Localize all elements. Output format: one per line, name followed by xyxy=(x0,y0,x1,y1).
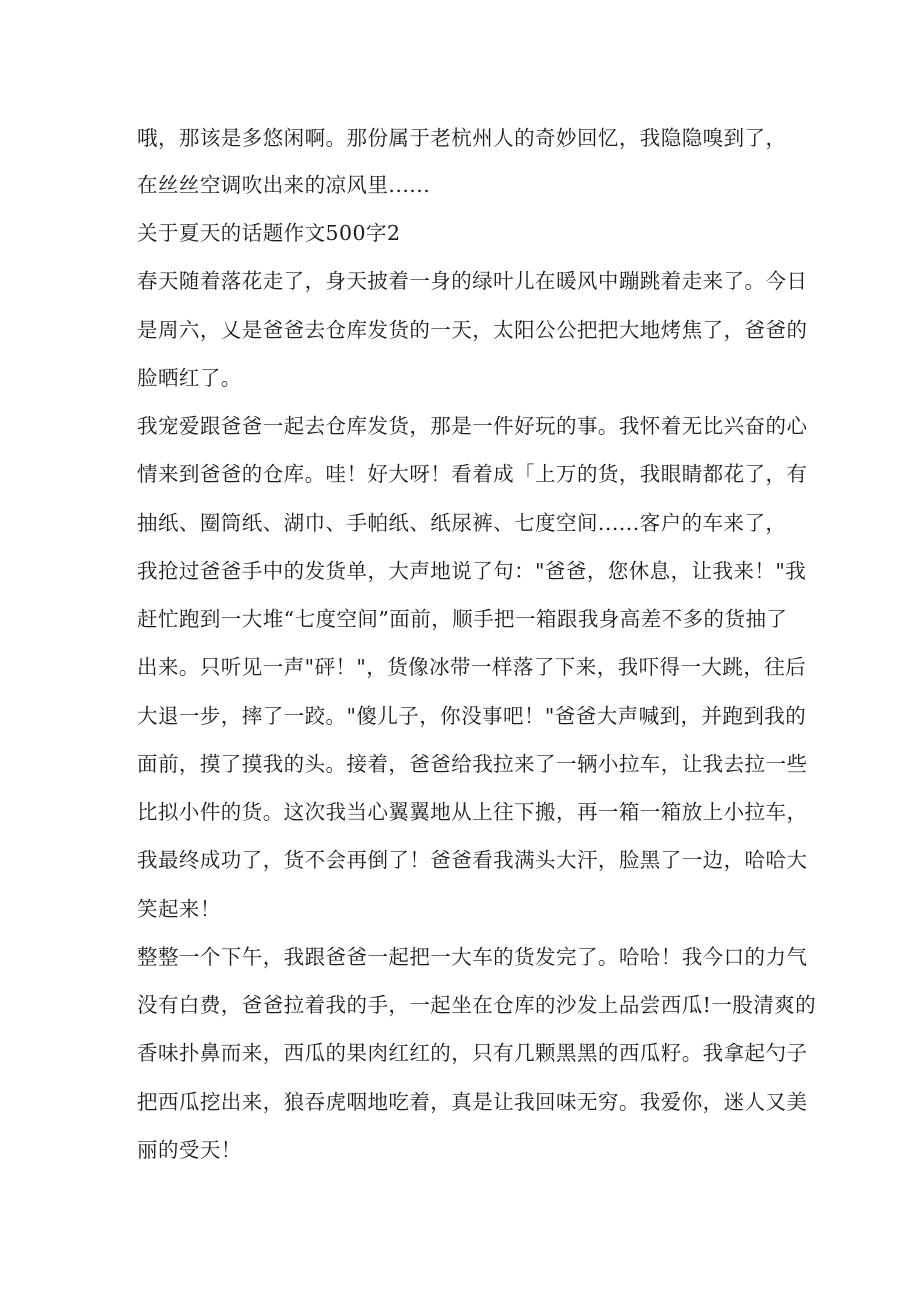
intro-line: 哦，那该是多悠闲啊。那份属于老杭州人的奇妙回忆，我隐隐嗅到了， xyxy=(137,126,787,150)
paragraph-line: 香味扑鼻而来，西瓜的果肉红红的，只有几颗黑黑的西瓜籽。我拿起勺子 xyxy=(137,1041,808,1065)
paragraph-line: 我最终成功了，货不会再倒了！爸爸看我满头大汗，脸黑了一边，哈哈大 xyxy=(137,848,808,872)
paragraph-line: 没有白费，爸爸拉着我的手，一起坐在仓库的沙发上品尝西瓜!一股清爽的 xyxy=(137,993,817,1017)
paragraph-line: 把西瓜挖出来，狼吞虎咽地吃着，真是让我回味无穷。我爱你，迷人又美 xyxy=(137,1090,808,1114)
paragraph-line: 面前，摸了摸我的头。接着，爸爸给我拉来了一辆小拉车，让我去拉一些 xyxy=(137,752,808,776)
paragraph-line: 情来到爸爸的仓库。哇！好大呀！看着成「上万的货，我眼睛都花了，有 xyxy=(137,462,808,486)
paragraph-line: 春天随着落花走了，身天披着一身的绿叶儿在暖风中蹦跳着走来了。今日 xyxy=(137,269,808,293)
paragraph-line: 丽的受天！ xyxy=(137,1138,242,1162)
paragraph-line: 笑起来！ xyxy=(137,897,221,921)
paragraph-line: 抽纸、圈筒纸、湖巾、手帕纸、纸尿裤、七度空间......客户的车来了， xyxy=(137,511,787,535)
paragraph-line: 是周六，乂是爸爸去仓库发货的一天，太阳公公把把大地烤焦了，爸爸的 xyxy=(137,318,808,342)
intro-line: 在丝丝空调吹出来的凉风里...... xyxy=(137,173,431,197)
section-heading: 关于夏天的话题作文500字2 xyxy=(137,221,401,245)
paragraph-line: 出来。只听见一声"砰！"，货像冰带一样落了下来，我吓得一大跳，往后 xyxy=(137,655,807,679)
paragraph-line: 整整一个下午，我跟爸爸一起把一大车的货发完了。哈哈！我今口的力气 xyxy=(137,945,808,969)
paragraph-line: 比拟小件的货。这次我当心翼翼地从上往下搬，再一箱一箱放上小拉车， xyxy=(137,800,808,824)
paragraph-line: 赶忙跑到一大堆“七度空间”面前，顺手把一箱跟我身高差不多的货抽了 xyxy=(137,607,788,631)
paragraph-line: 脸晒红了。 xyxy=(137,366,242,390)
paragraph-line: 大退一步，摔了一跤。"傻儿子，你没事吧！"爸爸大声喊到，并跑到我的 xyxy=(137,704,807,728)
paragraph-line: 我抢过爸爸手中的发货单，大声地说了句："爸爸，您休息，让我来！"我 xyxy=(137,559,807,583)
paragraph-line: 我宠爱跟爸爸一起去仓库发货，那是一件好玩的事。我怀着无比兴奋的心 xyxy=(137,414,808,438)
